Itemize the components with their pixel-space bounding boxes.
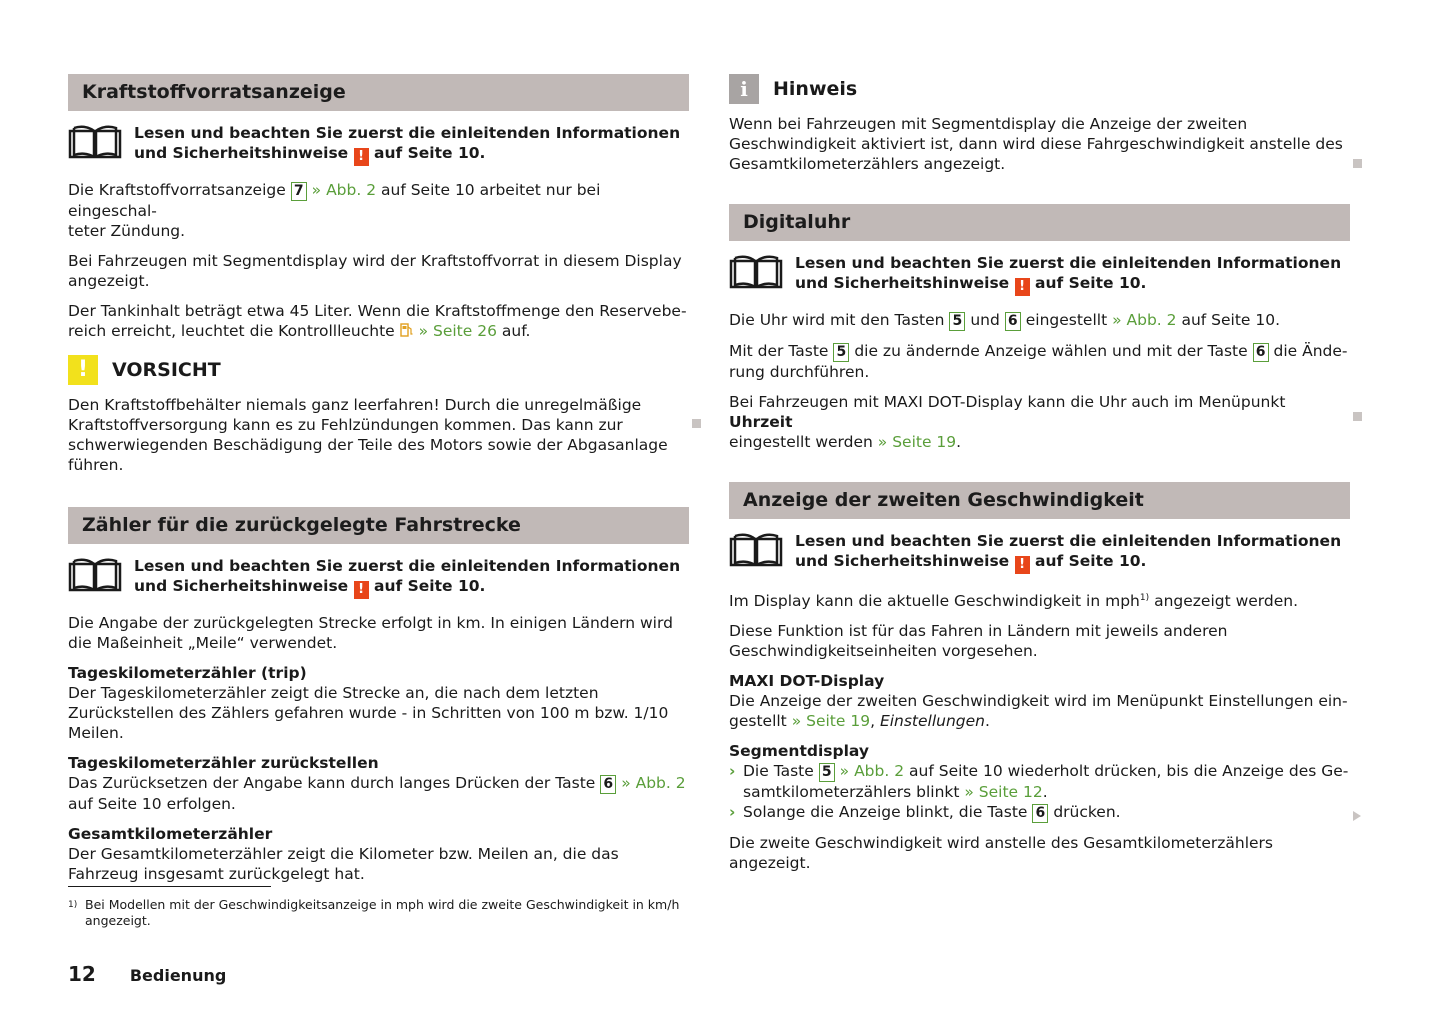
link-abb-2[interactable]: » Abb. 2 [1112,311,1177,329]
subheading-maxidot: MAXI DOT-Display [729,672,885,691]
fuel-warning-icon [400,322,414,338]
paragraph: Der Tageskilometerzähler zeigt die Strecke an, die nach dem letzten Zurückstellen des Zählers gefahren wurde - in Schritten von 100 m bzw. 1/10 Meilen. [68,684,669,742]
book-icon [68,125,122,161]
read-note-suffix: auf Seite 10. [1035,274,1147,292]
section-heading-digitaluhr: Digitaluhr [729,204,1350,241]
link-seite-19[interactable]: » Seite 19 [877,433,957,451]
info-icon: i [729,74,759,104]
paragraph: Bei Fahrzeugen mit Segmentdisplay wird der Kraftstoffvorrat in diesem Display angezeigt. [68,252,682,290]
right-column [729,74,1350,873]
paragraph: Diese Funktion ist für das Fahren in Ländern mit jeweils anderen Geschwindigkeitseinheiten vorgesehen. [729,622,1228,661]
page-footer [68,962,226,986]
end-marker [1353,412,1362,421]
paragraph: Im Display kann die aktuelle Geschwindigkeit in mph$^{1)}$ angezeigt werden. [729,592,1299,611]
note-block [729,74,1350,104]
link-seite-12[interactable]: » Seite 12 [964,783,1043,802]
link-abb-2[interactable]: » Abb. 2 [621,774,686,792]
key-6: 6 [1253,343,1269,362]
read-note [729,253,1350,296]
book-icon [729,255,783,291]
read-note-text: Lesen und beachten Sie zuerst die einleitenden Informationen und Sicherheitshinweise [795,532,1342,570]
book-icon [729,533,783,569]
footnote-ref: 1) [1139,593,1150,603]
section-heading-geschwindigkeit: Anzeige der zweiten Geschwindigkeit [729,482,1350,519]
key-6: 6 [1005,312,1021,331]
paragraph: Bei Fahrzeugen mit MAXI DOT-Display kann die Uhr auch im Menüpunkt Uhrzeit eingestellt werden » Seite 19. [729,393,1286,451]
key-6: 6 [1032,804,1048,823]
key-6: 6 [600,775,616,794]
footnote-mark: 1) [68,900,78,910]
caution-icon: ! [68,355,98,385]
link-abb-2[interactable]: » Abb. 2 [839,762,905,781]
key-5: 5 [819,763,835,782]
warning-icon: ! [354,581,369,599]
read-note [729,531,1350,574]
chapter-title: Bedienung [129,966,227,985]
list-item: › Solange die Anzeige blinkt, die Taste 6 drücken. [729,803,1121,822]
section-heading-zaehler: Zähler für die zurückgelegte Fahrstrecke [68,507,689,544]
paragraph: Die zweite Geschwindigkeit wird anstelle des Gesamtkilometerzählers angezeigt. [729,834,1273,873]
footnote-text: Bei Modellen mit der Geschwindigkeitsanzeige in mph wird die zweite Geschwindigkeit in km/h angezeigt. [85,897,680,928]
warning-icon: ! [1015,278,1030,296]
paragraph: Mit der Taste 5 die zu ändernde Anzeige wählen und mit der Taste 6 die Ände- rung durchführen. [729,342,1348,381]
caution-block [68,355,689,385]
note-title: Hinweis [773,78,858,100]
book-icon [68,558,122,594]
read-note [68,123,689,166]
continue-arrow-icon [1353,811,1361,821]
paragraph: Der Gesamtkilometerzähler zeigt die Kilometer bzw. Meilen an, die das Fahrzeug insgesamt zurückgelegt hat. [68,845,619,883]
end-marker [692,419,701,428]
chevron-right-icon: › [729,803,736,822]
read-note-suffix: auf Seite 10. [1035,552,1147,570]
key-5: 5 [833,343,849,362]
paragraph: Die Uhr wird mit den Tasten 5 und 6 eingestellt » Abb. 2 auf Seite 10. [729,311,1281,329]
caution-title: VORSICHT [112,359,221,381]
link-seite-19[interactable]: » Seite 19 [791,712,871,731]
paragraph: Das Zurücksetzen der Angabe kann durch langes Drücken der Taste 6 » Abb. 2 auf Seite 10 erfolgen. [68,774,686,813]
paragraph: Die Anzeige der zweiten Geschwindigkeit wird im Menüpunkt Einstellungen ein- gestellt » Seite 19, Einstellungen. [729,692,1348,731]
section-heading-kraftstoff: Kraftstoffvorratsanzeige [68,74,689,111]
paragraph: Der Tankinhalt beträgt etwa 45 Liter. Wenn die Kraftstoffmenge den Reservebe- reich erreicht, leuchtet die Kontrollleuchte » Seite 26 auf. [68,302,687,340]
subheading-segment: Segmentdisplay [729,742,870,761]
link-abb-2[interactable]: » Abb. 2 [311,181,377,199]
subheading-reset: Tageskilometerzähler zurückstellen [68,754,379,772]
warning-icon: ! [1015,556,1030,574]
read-note-suffix: auf Seite 10. [374,144,486,162]
read-note [68,556,689,599]
read-note-text: Lesen und beachten Sie zuerst die einleitenden Informationen und Sicherheitshinweise [134,557,681,595]
subheading-gesamt: Gesamtkilometerzähler [68,825,273,843]
page-number: 12 [68,962,96,986]
read-note-suffix: auf Seite 10. [374,577,486,595]
note-text: Wenn bei Fahrzeugen mit Segmentdisplay die Anzeige der zweiten Geschwindigkeit aktiviert ist, dann wird diese Fahrgeschwindigkeit anstelle des Gesamtkilometerzählers angezeigt. [729,115,1343,173]
footnote [68,897,689,929]
read-note-text: Lesen und beachten Sie zuerst die einleitenden Informationen und Sicherheitshinweise [134,124,681,162]
read-note-text: Lesen und beachten Sie zuerst die einleitenden Informationen und Sicherheitshinweise [795,254,1342,292]
paragraph: Die Angabe der zurückgelegten Strecke erfolgt in km. In einigen Ländern wird die Maßeinheit „Meile“ verwendet. [68,614,673,652]
left-column [68,74,689,884]
link-seite-26[interactable]: » Seite 26 [418,322,497,340]
footnote-divider [68,886,271,887]
key-5: 5 [949,312,965,331]
list-item: › Die Taste 5 » Abb. 2 auf Seite 10 wiederholt drücken, bis die Anzeige des Ge- samtkilometerzählers blinkt » Seite 12. [729,762,1349,802]
warning-icon: ! [354,148,369,166]
chevron-right-icon: › [729,762,736,781]
subheading-trip: Tageskilometerzähler (trip) [68,664,307,682]
key-7: 7 [291,182,307,201]
caution-text: Den Kraftstoffbehälter niemals ganz leerfahren! Durch die unregelmäßige Kraftstoffversorgung kann es zu Fehlzündungen kommen. Das kann zur schwerwiegenden Beschädigung der Teile des Motors sowie der Abgasanlage führen. [68,396,668,474]
end-marker [1353,159,1362,168]
paragraph: Die Kraftstoffvorratsanzeige 7 » Abb. 2 auf Seite 10 arbeitet nur bei eingeschal- teter Zündung. [68,181,601,240]
